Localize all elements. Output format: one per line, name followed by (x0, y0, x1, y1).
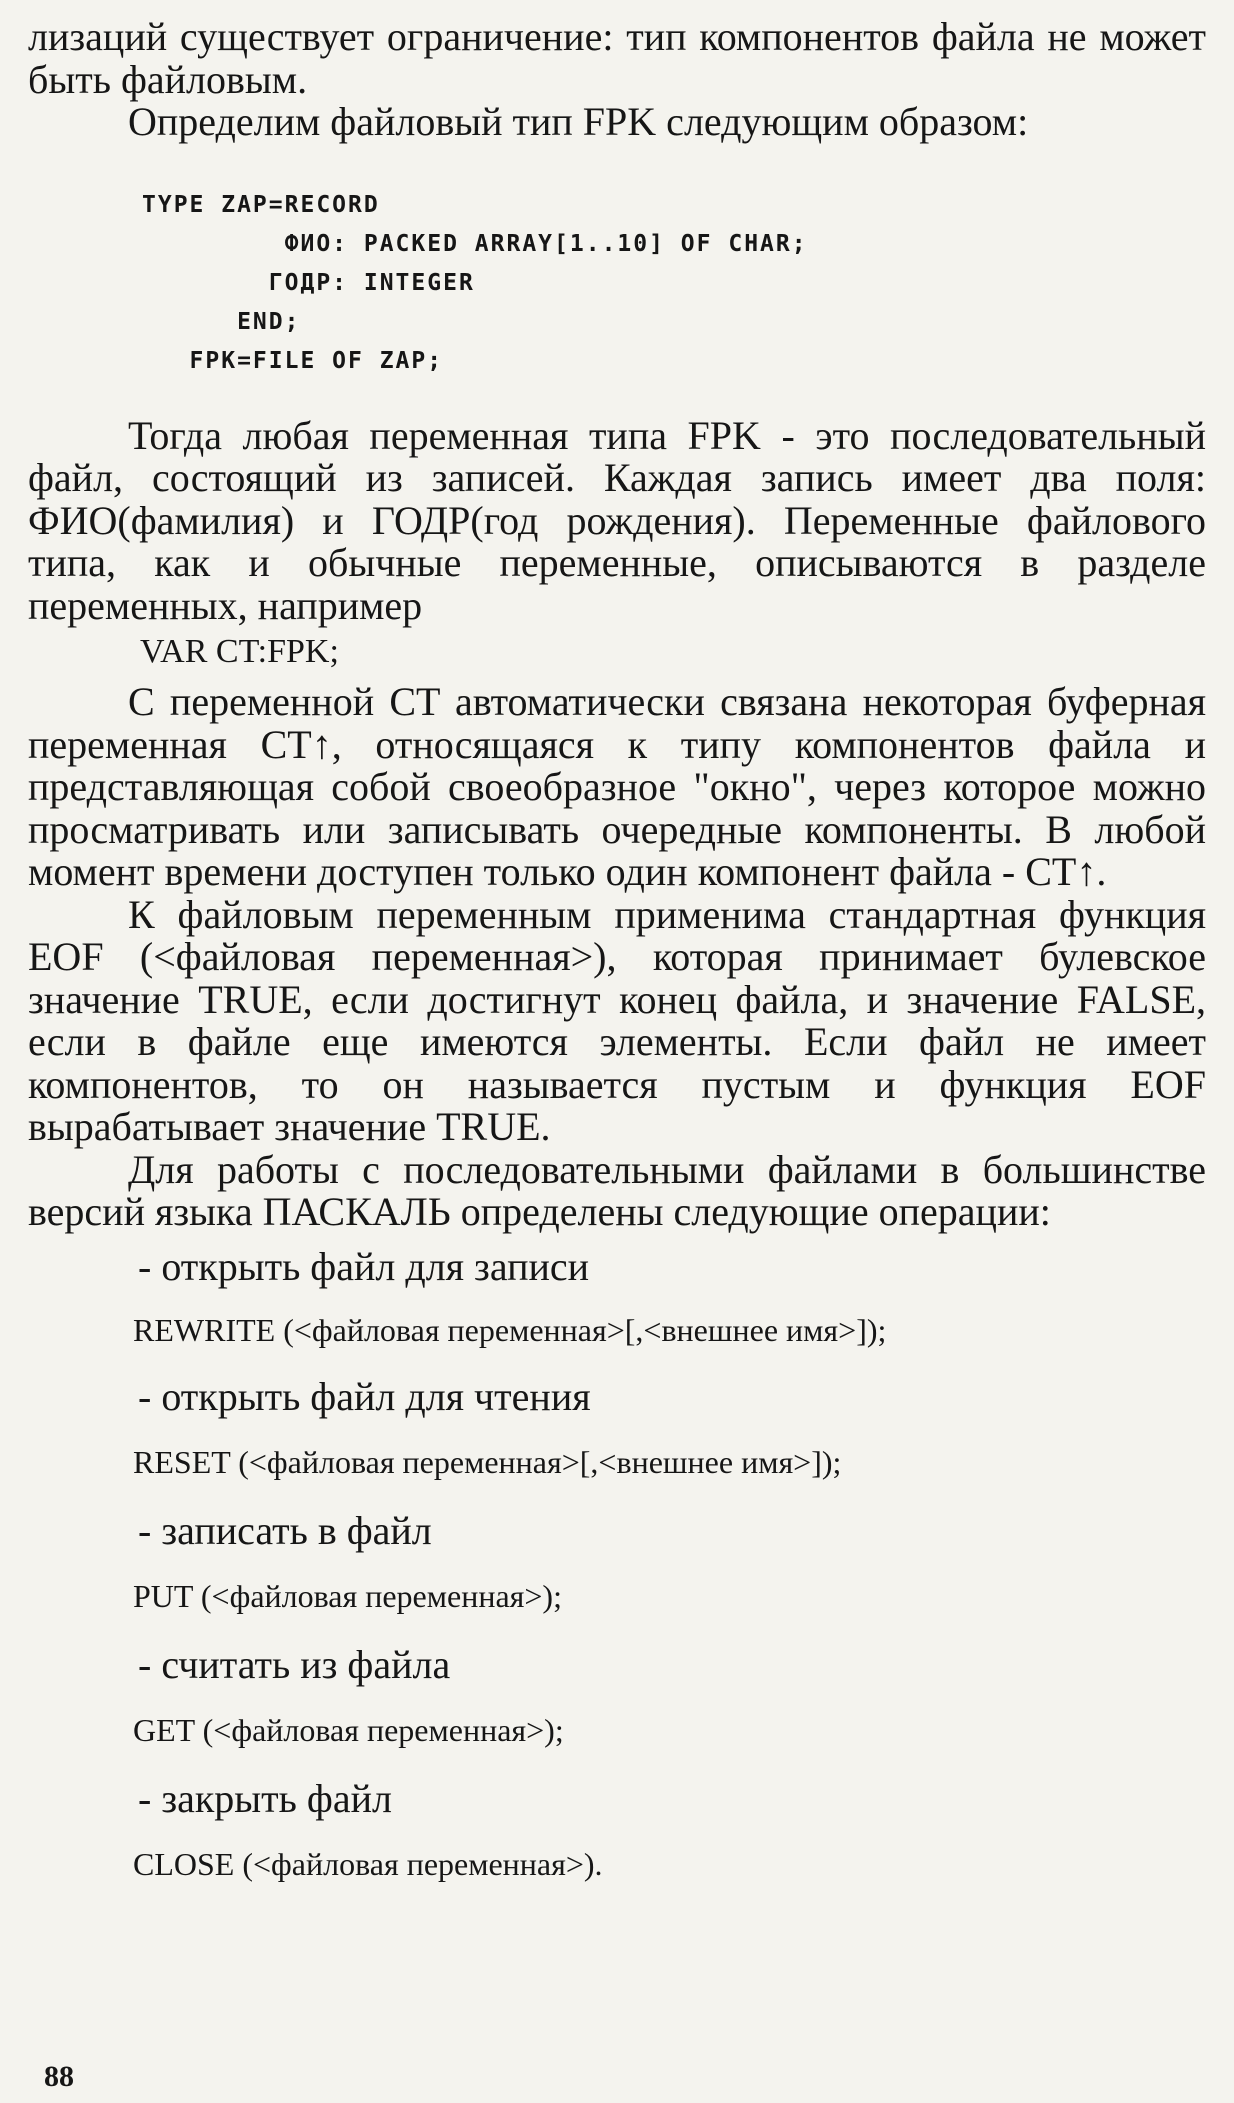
code-block (28, 186, 1206, 381)
paragraph-2: Определим файловый тип FPK следующим образом: (128, 99, 1029, 144)
operation-label: - закрыть файл (138, 1775, 392, 1821)
paragraph-5: К файловым переменным применима стандартная функция EOF (<файловая переменная>), которая принимает булевское значение TRUE, если достигнут конец файла, и значение FALSE, если в файле еще имеются элементы. Если файл не имеет компонентов, то он называется пустым и функция EOF вырабатывает значение TRUE. (28, 891, 1206, 1149)
operation-item (28, 1372, 1206, 1482)
operation-item (28, 1640, 1206, 1750)
paragraph-4: С переменной CT автоматически связана некоторая буферная переменная CT↑, относящаяся к типу компонентов файла и представляющая собой своеобразное "окно", через которое можно просматривать или записывать очередные компоненты. В любой момент времени доступен только один компонент файла - CT↑. (28, 679, 1206, 894)
paragraph-6: Для работы с последовательными файлами в большинстве версий языка ПАСКАЛЬ определены следующие операции: (28, 1146, 1206, 1234)
code-line: ФИО: PACKED ARRAY[1..10] OF CHAR; (142, 230, 808, 257)
operation-code: PUT (<файловая переменная>); (133, 1577, 562, 1614)
document-page (28, 14, 1206, 1884)
code-line: FPK=FILE OF ZAP; (142, 347, 444, 374)
operation-item (28, 1242, 1206, 1350)
operation-label: - записать в файл (138, 1507, 432, 1553)
operation-code: CLOSE (<файловая переменная>). (133, 1845, 603, 1882)
operation-label: - считать из файла (138, 1641, 451, 1687)
operation-code: RESET (<файловая переменная>[,<внешнее имя>]); (133, 1443, 842, 1480)
code-line: ГОДР: INTEGER (142, 269, 475, 296)
operation-code: REWRITE (<файловая переменная>[,<внешнее имя>]); (133, 1311, 887, 1348)
paragraph-3: Тогда любая переменная типа FPK - это последовательный файл, состоящий из записей. Каждая запись имеет два поля: ФИО(фамилия) и ГОДР(год рождения). Переменные файлового типа, как и обычные переменные, описываются в разделе переменных, например (28, 412, 1206, 628)
operation-item (28, 1774, 1206, 1884)
operation-item (28, 1506, 1206, 1616)
operation-label: - открыть файл для чтения (138, 1373, 591, 1419)
paragraph-1: лизаций существует ограничение: тип компонентов файла не может быть файловым. (28, 14, 1206, 102)
page-number: 88 (44, 2060, 74, 2093)
operations-list (28, 1242, 1206, 1884)
code-line: END; (142, 308, 301, 335)
var-declaration: VAR CT:FPK; (140, 633, 339, 670)
operation-code: GET (<файловая переменная>); (133, 1711, 564, 1748)
operation-label: - открыть файл для записи (138, 1243, 590, 1289)
code-line: TYPE ZAP=RECORD (142, 191, 380, 218)
